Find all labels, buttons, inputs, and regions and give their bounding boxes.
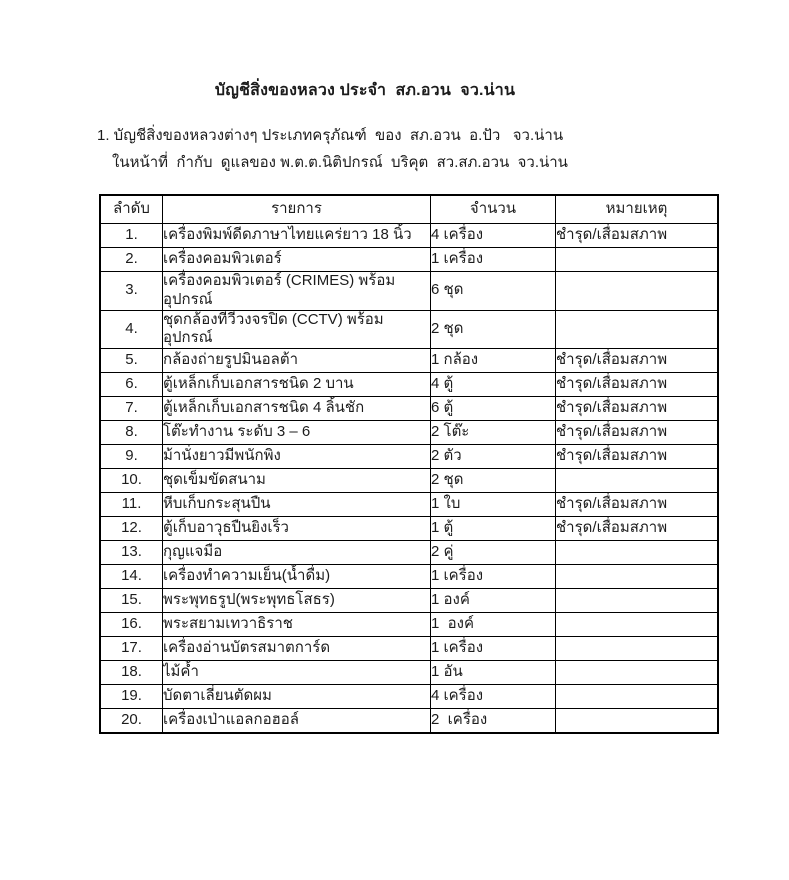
- item-name: เครื่องพิมพ์ดีดภาษาไทยแคร่ยาว 18 นิ้ว: [163, 224, 431, 248]
- item-name: กล้องถ่ายรูปมินอลต้า: [163, 349, 431, 373]
- item-remark: ชำรุด/เสื่อมสภาพ: [556, 493, 719, 517]
- item-quantity: 1 องค์: [431, 589, 556, 613]
- inventory-table: [99, 194, 719, 734]
- item-remark: [556, 565, 719, 589]
- row-number: 14.: [100, 565, 163, 589]
- item-remark: ชำรุด/เสื่อมสภาพ: [556, 445, 719, 469]
- item-remark: ชำรุด/เสื่อมสภาพ: [556, 224, 719, 248]
- header-remark: หมายเหตุ: [556, 195, 719, 224]
- item-remark: ชำรุด/เสื่อมสภาพ: [556, 517, 719, 541]
- item-quantity: 2 คู่: [431, 541, 556, 565]
- item-remark: [556, 541, 719, 565]
- item-name: กุญแจมือ: [163, 541, 431, 565]
- item-quantity: 6 ตู้: [431, 397, 556, 421]
- table-row: [100, 373, 718, 397]
- row-number: 12.: [100, 517, 163, 541]
- intro-line-2: ในหน้าที่ กำกับ ดูแลของ พ.ต.ต.นิติปกรณ์ บริคุต สว.สภ.อวน จว.น่าน: [112, 154, 568, 171]
- item-remark: [556, 709, 719, 734]
- item-quantity: 1 กล้อง: [431, 349, 556, 373]
- table-row: [100, 272, 718, 311]
- item-name: ชุดกล้องทีวีวงจรปิด (CCTV) พร้อมอุปกรณ์: [163, 310, 431, 349]
- item-quantity: 2 โต๊ะ: [431, 421, 556, 445]
- item-remark: ชำรุด/เสื่อมสภาพ: [556, 397, 719, 421]
- table-row: [100, 224, 718, 248]
- table-row: [100, 637, 718, 661]
- row-number: 13.: [100, 541, 163, 565]
- item-name: ม้านั่งยาวมีพนักพิง: [163, 445, 431, 469]
- item-remark: [556, 685, 719, 709]
- row-number: 2.: [100, 248, 163, 272]
- row-number: 5.: [100, 349, 163, 373]
- row-number: 16.: [100, 613, 163, 637]
- item-quantity: 2 ชุด: [431, 310, 556, 349]
- table-row: [100, 469, 718, 493]
- table-row: [100, 349, 718, 373]
- table-row: [100, 310, 718, 349]
- item-quantity: 6 ชุด: [431, 272, 556, 311]
- item-quantity: 4 เครื่อง: [431, 685, 556, 709]
- row-number: 10.: [100, 469, 163, 493]
- item-quantity: 1 เครื่อง: [431, 248, 556, 272]
- item-name: หีบเก็บกระสุนปืน: [163, 493, 431, 517]
- header-index: ลำดับ: [100, 195, 163, 224]
- table-row: [100, 397, 718, 421]
- item-name: เครื่องเป่าแอลกอฮอล์: [163, 709, 431, 734]
- item-remark: [556, 310, 719, 349]
- item-name: ตู้เหล็กเก็บเอกสารชนิด 4 ลิ้นชัก: [163, 397, 431, 421]
- item-name: เครื่องคอมพิวเตอร์: [163, 248, 431, 272]
- item-quantity: 4 ตู้: [431, 373, 556, 397]
- item-remark: [556, 272, 719, 311]
- table-row: [100, 248, 718, 272]
- table-row: [100, 709, 718, 734]
- header-quantity: จำนวน: [431, 195, 556, 224]
- item-name: ตู้เก็บอาวุธปืนยิงเร็ว: [163, 517, 431, 541]
- item-remark: [556, 637, 719, 661]
- intro-line-1: 1. บัญชีสิ่งของหลวงต่างๆ ประเภทครุภัณฑ์ ของ สภ.อวน อ.ปัว จว.น่าน: [97, 127, 564, 144]
- row-number: 4.: [100, 310, 163, 349]
- row-number: 17.: [100, 637, 163, 661]
- item-remark: [556, 248, 719, 272]
- header-item: รายการ: [163, 195, 431, 224]
- item-name: เครื่องอ่านบัตรสมาตการ์ด: [163, 637, 431, 661]
- item-name: เครื่องคอมพิวเตอร์ (CRIMES) พร้อมอุปกรณ์: [163, 272, 431, 311]
- table-row: [100, 565, 718, 589]
- row-number: 6.: [100, 373, 163, 397]
- table-row: [100, 613, 718, 637]
- item-quantity: 1 เครื่อง: [431, 565, 556, 589]
- item-name: ไม้ค้ำ: [163, 661, 431, 685]
- item-quantity: 1 ตู้: [431, 517, 556, 541]
- table-row: [100, 421, 718, 445]
- row-number: 8.: [100, 421, 163, 445]
- item-remark: ชำรุด/เสื่อมสภาพ: [556, 421, 719, 445]
- row-number: 1.: [100, 224, 163, 248]
- item-remark: [556, 589, 719, 613]
- item-remark: ชำรุด/เสื่อมสภาพ: [556, 373, 719, 397]
- item-remark: [556, 469, 719, 493]
- table-row: [100, 661, 718, 685]
- item-name: บัดตาเลี่ยนตัดผม: [163, 685, 431, 709]
- inventory-table-header: [100, 195, 718, 224]
- item-name: ตู้เหล็กเก็บเอกสารชนิด 2 บาน: [163, 373, 431, 397]
- item-name: เครื่องทำความเย็น(น้ำดื่ม): [163, 565, 431, 589]
- table-row: [100, 541, 718, 565]
- table-row: [100, 517, 718, 541]
- item-name: โต๊ะทำงาน ระดับ 3 – 6: [163, 421, 431, 445]
- item-quantity: 4 เครื่อง: [431, 224, 556, 248]
- table-row: [100, 493, 718, 517]
- item-name: พระสยามเทวาธิราช: [163, 613, 431, 637]
- row-number: 15.: [100, 589, 163, 613]
- item-quantity: 1 อัน: [431, 661, 556, 685]
- item-remark: [556, 613, 719, 637]
- row-number: 20.: [100, 709, 163, 734]
- item-quantity: 2 ชุด: [431, 469, 556, 493]
- row-number: 11.: [100, 493, 163, 517]
- item-remark: [556, 661, 719, 685]
- row-number: 18.: [100, 661, 163, 685]
- table-row: [100, 589, 718, 613]
- table-row: [100, 445, 718, 469]
- row-number: 3.: [100, 272, 163, 311]
- item-quantity: 2 ตัว: [431, 445, 556, 469]
- row-number: 9.: [100, 445, 163, 469]
- item-quantity: 1 ใบ: [431, 493, 556, 517]
- item-quantity: 1 เครื่อง: [431, 637, 556, 661]
- row-number: 7.: [100, 397, 163, 421]
- item-quantity: 2 เครื่อง: [431, 709, 556, 734]
- table-row: [100, 685, 718, 709]
- item-quantity: 1 องค์: [431, 613, 556, 637]
- item-name: พระพุทธรูป(พระพุทธโสธร): [163, 589, 431, 613]
- header-row: [100, 195, 718, 224]
- inventory-table-body: [100, 224, 718, 734]
- item-remark: ชำรุด/เสื่อมสภาพ: [556, 349, 719, 373]
- item-name: ชุดเข็มขัดสนาม: [163, 469, 431, 493]
- document-title: บัญชีสิ่งของหลวง ประจำ สภ.อวน จว.น่าน: [214, 82, 516, 99]
- row-number: 19.: [100, 685, 163, 709]
